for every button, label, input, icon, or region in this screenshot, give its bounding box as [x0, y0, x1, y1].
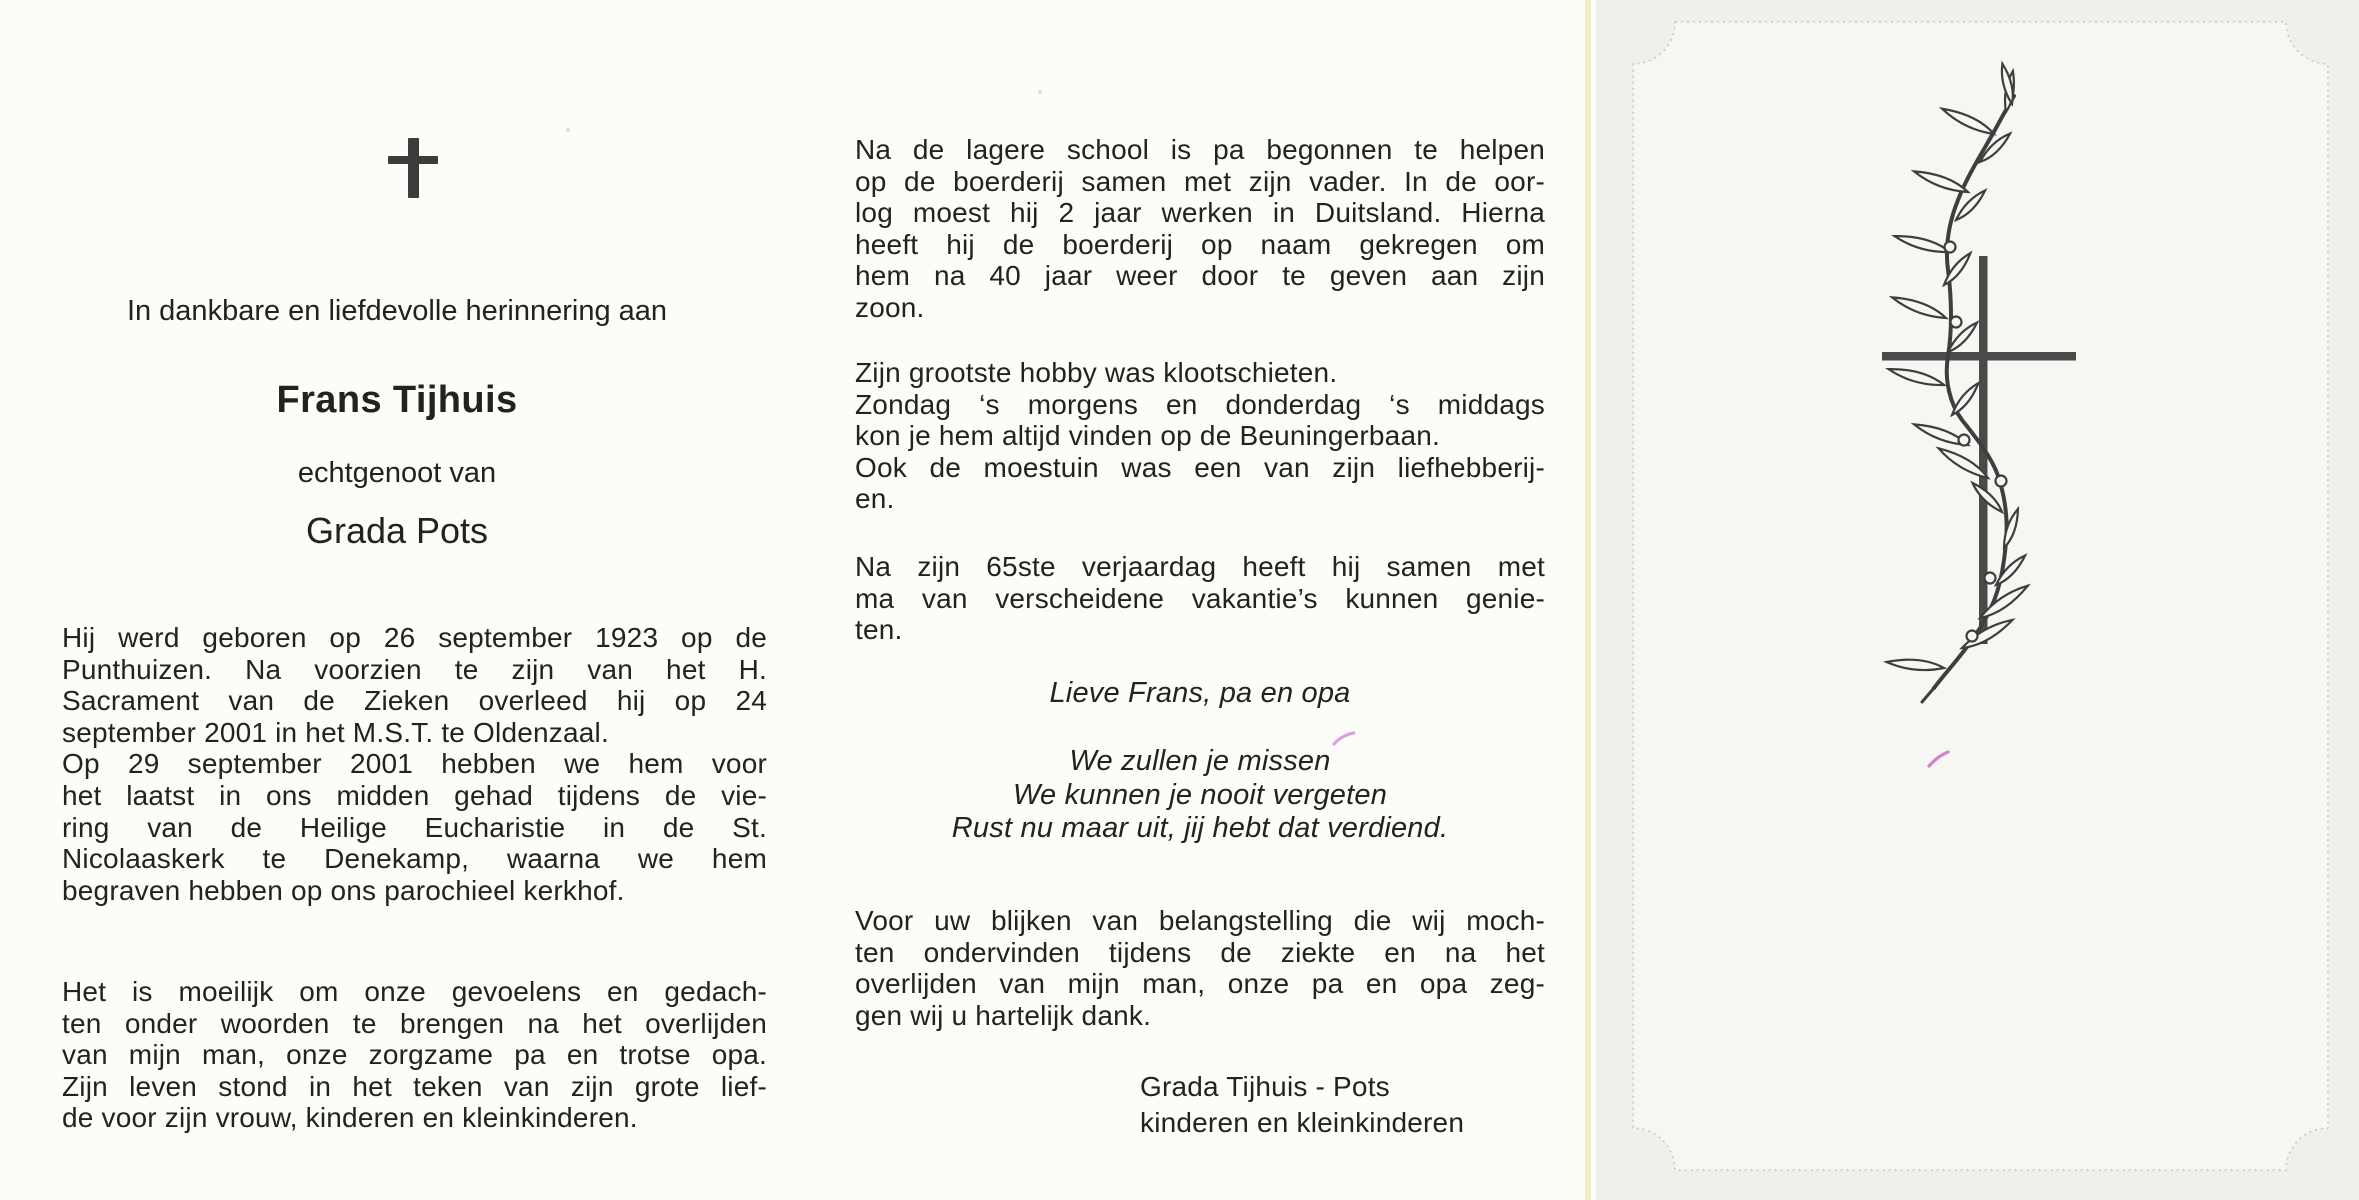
- text-line: Sacrament van de Zieken overleed hij op 24: [62, 685, 767, 717]
- paragraph-thanks: [855, 905, 1545, 1031]
- text-line: begraven hebben op ons parochieel kerkhof.: [62, 874, 625, 906]
- text-line: Voor uw blijken van belangstelling die wij moch-: [855, 905, 1545, 936]
- scan-speck: [1038, 90, 1042, 94]
- text-line: het laatst in ons midden gehad tijdens de vie-: [62, 779, 767, 811]
- text-line: Op 29 september 2001 hebben we hem voor: [62, 748, 767, 780]
- text-line: kinderen en kleinkinderen: [1140, 1107, 1465, 1138]
- text-line: september 2001 in het M.S.T. te Oldenzaal.: [62, 716, 609, 748]
- text-line: Het is moeilijk om onze gevoelens en gedach-: [62, 976, 767, 1007]
- text-line: ring van de Heilige Eucharistie in de St.: [62, 811, 767, 843]
- memorial-line: In dankbare en liefdevolle herinnering aan: [126, 295, 668, 327]
- cross-icon: [388, 138, 438, 200]
- pink-scan-artifact: [1330, 726, 1360, 750]
- text-line: zoon.: [855, 291, 925, 323]
- text-line: en.: [855, 483, 895, 515]
- deceased-name: Frans Tijhuis: [276, 379, 518, 421]
- text-line: hem na 40 jaar weer door te geven aan zijn: [855, 260, 1545, 292]
- text-line: van mijn man, onze zorgzame pa en trotse opa.: [62, 1039, 767, 1071]
- text-line: op de boerderij samen met zijn vader. In de oor-: [855, 165, 1545, 197]
- cross-horizontal-bar: [1882, 352, 2076, 361]
- paragraph-vacation: [855, 551, 1545, 646]
- text-line: We zullen je missen: [1069, 745, 1331, 777]
- text-line: overlijden van mijn man, onze pa en opa zeg-: [855, 968, 1545, 1000]
- text-line: Grada Tijhuis - Pots: [1140, 1071, 1390, 1102]
- text-line: Zijn grootste hobby was klootschieten.: [855, 357, 1338, 388]
- text-line: We kunnen je nooit vergeten: [1012, 778, 1388, 811]
- farewell-verse: [855, 745, 1545, 846]
- text-line: gen wij u hartelijk dank.: [855, 999, 1152, 1031]
- dedication-text: Lieve Frans, pa en opa: [1049, 677, 1351, 709]
- dedication-line: [855, 678, 1545, 710]
- paragraph-grief: [62, 976, 767, 1134]
- paragraph-farm: [855, 134, 1545, 324]
- relation-line: echtgenoot van: [297, 457, 497, 489]
- text-line: log moest hij 2 jaar werken in Duitsland. Hierna: [855, 197, 1545, 229]
- text-line: ma van verscheidene vakantie’s kunnen genie-: [855, 582, 1545, 614]
- signature-block: [1140, 1069, 1640, 1141]
- text-line: ten onder woorden te brengen na het overlijden: [62, 1007, 767, 1039]
- text-line: Rust nu maar uit, jij hebt dat verdiend.: [951, 812, 1449, 844]
- right-card: [1596, 0, 2359, 1200]
- paragraph-hobby: [855, 357, 1545, 515]
- scan-speck: [566, 128, 570, 132]
- text-line: Na zijn 65ste verjaardag heeft hij samen met: [855, 551, 1545, 582]
- fold-line: [1585, 0, 1591, 1200]
- text-line: Nicolaaskerk te Denekamp, waarna we hem: [62, 843, 767, 875]
- text-line: Ook de moestuin was een van zijn liefhebberij-: [855, 451, 1545, 483]
- text-line: heeft hij de boerderij op naam gekregen om: [855, 228, 1545, 260]
- text-line: ten.: [855, 614, 903, 646]
- spouse-name: Grada Pots: [305, 510, 489, 551]
- text-line: Zijn leven stond in het teken van zijn grote lief-: [62, 1070, 767, 1102]
- text-line: Punthuizen. Na voorzien te zijn van het H.: [62, 653, 767, 685]
- text-line: Na de lagere school is pa begonnen te helpen: [855, 134, 1545, 165]
- text-line: Zondag ‘s morgens en donderdag ‘s middags: [855, 388, 1545, 420]
- text-line: ten ondervinden tijdens de ziekte en na het: [855, 936, 1545, 968]
- text-line: Hij werd geboren op 26 september 1923 op de: [62, 622, 767, 653]
- text-line: kon je hem altijd vinden op de Beuningerbaan.: [855, 420, 1440, 452]
- text-line: de voor zijn vrouw, kinderen en kleinkinderen.: [62, 1102, 638, 1134]
- paragraph-birth-death: [62, 622, 767, 906]
